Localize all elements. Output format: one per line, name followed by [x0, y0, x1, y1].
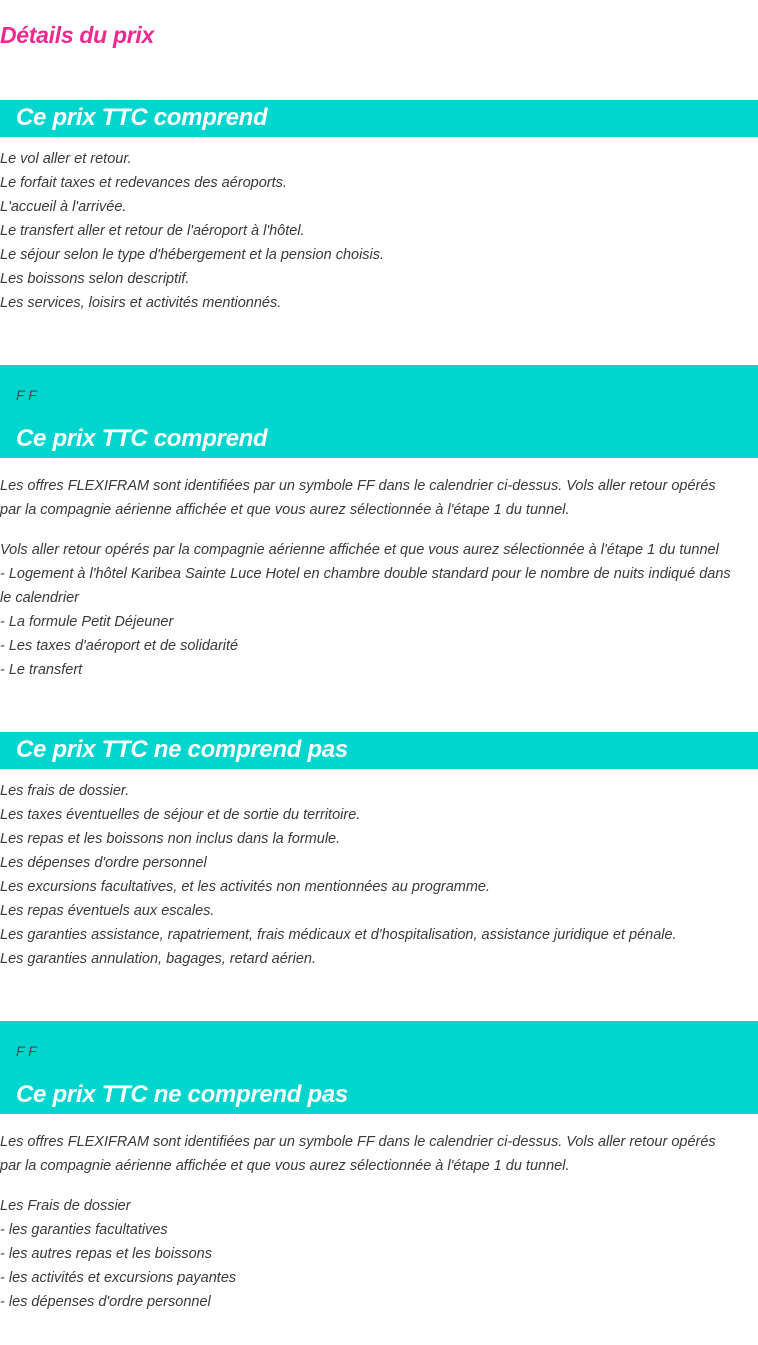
list-item: Le forfait taxes et redevances des aéroports.: [0, 175, 287, 191]
flexifram-tag: F F: [16, 1043, 37, 1059]
list-item: Les repas éventuels aux escales.: [0, 903, 215, 919]
details-line: - Logement à l'hôtel Karibea Sainte Luce Hotel en chambre double standard pour le nombre de nuits indiqué dans le calendrier: [0, 566, 731, 606]
list-item: Les garanties annulation, bagages, retard aérien.: [0, 951, 316, 967]
list-item: L'accueil à l'arrivée.: [0, 199, 127, 215]
list-item: Les Frais de dossier: [0, 1198, 131, 1214]
flexifram-details: [0, 538, 740, 682]
flexifram-intro: Les offres FLEXIFRAM sont identifiées par un symbole FF dans le calendrier ci-dessus. Vols aller retour opérés par la compagnie aérienne affichée et que vous aurez sélectionnée à l'étape 1 du tunnel.: [0, 1134, 716, 1174]
list-item: Les taxes éventuelles de séjour et de sortie du territoire.: [0, 807, 361, 823]
section-title: Ce prix TTC ne comprend pas: [16, 736, 348, 763]
details-line: - Le transfert: [0, 662, 83, 678]
list-item: Les repas et les boissons non inclus dans la formule.: [0, 831, 341, 847]
list-item: - les activités et excursions payantes: [0, 1270, 237, 1286]
section-title: Ce prix TTC comprend: [16, 425, 268, 452]
list-item: Les garanties assistance, rapatriement, frais médicaux et d'hospitalisation, assistance juridique et pénale.: [0, 927, 677, 943]
details-line: - Les taxes d'aéroport et de solidarité: [0, 638, 239, 654]
flexifram-intro: Les offres FLEXIFRAM sont identifiées par un symbole FF dans le calendrier ci-dessus. Vols aller retour opérés par la compagnie aérienne affichée et que vous aurez sélectionnée à l'étape 1 du tunnel.: [0, 478, 716, 518]
includes-list: [0, 147, 740, 315]
details-line: - La formule Petit Déjeuner: [0, 614, 174, 630]
flexifram-excludes-list: [0, 1194, 740, 1314]
section-header-flexifram-excludes: [0, 1021, 758, 1114]
list-item: Les excursions facultatives, et les activités non mentionnées au programme.: [0, 879, 491, 895]
section-header-excludes: [0, 732, 758, 769]
details-line: Vols aller retour opérés par la compagnie aérienne affichée et que vous aurez sélectionnée à l'étape 1 du tunnel: [0, 542, 719, 558]
list-item: Les services, loisirs et activités mentionnés.: [0, 295, 282, 311]
list-item: Les frais de dossier.: [0, 783, 130, 799]
list-item: Le vol aller et retour.: [0, 151, 132, 167]
page-title: Détails du prix: [0, 22, 154, 48]
section-title: Ce prix TTC ne comprend pas: [16, 1081, 348, 1108]
list-item: - les garanties facultatives: [0, 1222, 168, 1238]
list-item: Les boissons selon descriptif.: [0, 271, 190, 287]
list-item: - les dépenses d'ordre personnel: [0, 1294, 211, 1310]
list-item: - les autres repas et les boissons: [0, 1246, 212, 1262]
list-item: Le séjour selon le type d'hébergement et la pension choisis.: [0, 247, 385, 263]
list-item: Les dépenses d'ordre personnel: [0, 855, 207, 871]
section-header-flexifram-includes: [0, 365, 758, 458]
excludes-list: [0, 779, 740, 971]
flexifram-tag: F F: [16, 387, 37, 403]
section-title: Ce prix TTC comprend: [16, 104, 268, 131]
section-header-includes: [0, 100, 758, 137]
list-item: Le transfert aller et retour de l'aéroport à l'hôtel.: [0, 223, 305, 239]
